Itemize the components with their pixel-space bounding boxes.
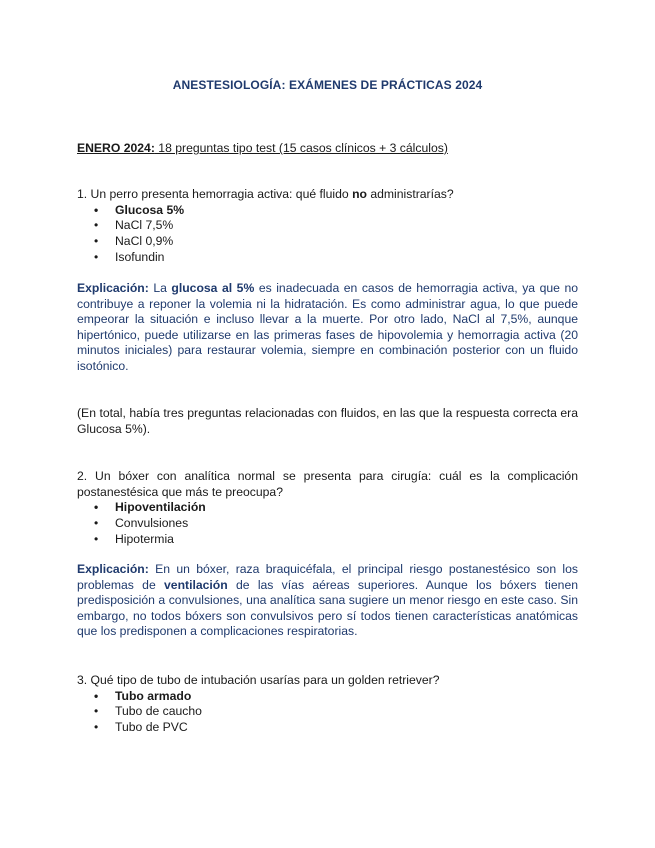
question-2-explanation: Explicación: En un bóxer, raza braquicéfala, el principal riesgo postanestésico son los problemas de ventilación de las vías aéreas superiores. Aunque los bóxers tienen predisposición a convulsiones, una analítica sana sugiere un menor riesgo en este caso. Sin embargo, no todos bóxers son convulsivos pero sí todos tienen características anatómicas que los predisponen a complicaciones respiratorias. [77, 562, 578, 639]
option: • Convulsiones [77, 516, 578, 532]
option: • Tubo de PVC [77, 720, 578, 736]
question-1-explanation: Explicación: La glucosa al 5% es inadecuada en casos de hemorragia activa, ya que no contribuye a reponer la volemia ni la hidratación. Es como administrar agua, lo que puede empeorar la situación e incluso llevar a la muerte. Por otro lado, NaCl al 7,5%, aunque hipertónico, puede utilizarse en las primeras fases de hipovolemia y hemorragia activa (20 minutos iniciales) para restaurar volemia, siempre en combinación posterior con un fluido isotónico. [77, 281, 578, 373]
option: • Isofundin [77, 250, 578, 266]
question-2-options [77, 500, 578, 547]
question-3-text: 3. Qué tipo de tubo de intubación usarías para un golden retriever? [77, 673, 440, 687]
question-1-text: 1. Un perro presenta hemorragia activa: qué fluido no administrarías? [77, 187, 454, 201]
question-1 [77, 187, 578, 266]
question-2-text: 2. Un bóxer con analítica normal se presenta para cirugía: cuál es la complicación postanestésica que más te preocupa? [77, 469, 578, 499]
option: • Hipotermia [77, 532, 578, 548]
exam-heading-label: ENERO 2024: [77, 141, 155, 155]
question-3 [77, 673, 578, 736]
question-1-note: (En total, había tres preguntas relacionadas con fluidos, en las que la respuesta correcta era Glucosa 5%). [77, 406, 578, 436]
option-correct: • Tubo armado [77, 689, 578, 705]
exam-heading-text: 18 preguntas tipo test (15 casos clínicos + 3 cálculos) [154, 141, 448, 155]
option: • NaCl 7,5% [77, 218, 578, 234]
option: • Tubo de caucho [77, 704, 578, 720]
exam-heading [77, 141, 578, 157]
option-correct: • Glucosa 5% [77, 203, 578, 219]
document-title: ANESTESIOLOGÍA: EXÁMENES DE PRÁCTICAS 2024 [172, 78, 483, 92]
question-2 [77, 469, 578, 548]
option-correct: • Hipoventilación [77, 500, 578, 516]
option: • NaCl 0,9% [77, 234, 578, 250]
question-1-options [77, 203, 578, 266]
question-3-options [77, 689, 578, 736]
